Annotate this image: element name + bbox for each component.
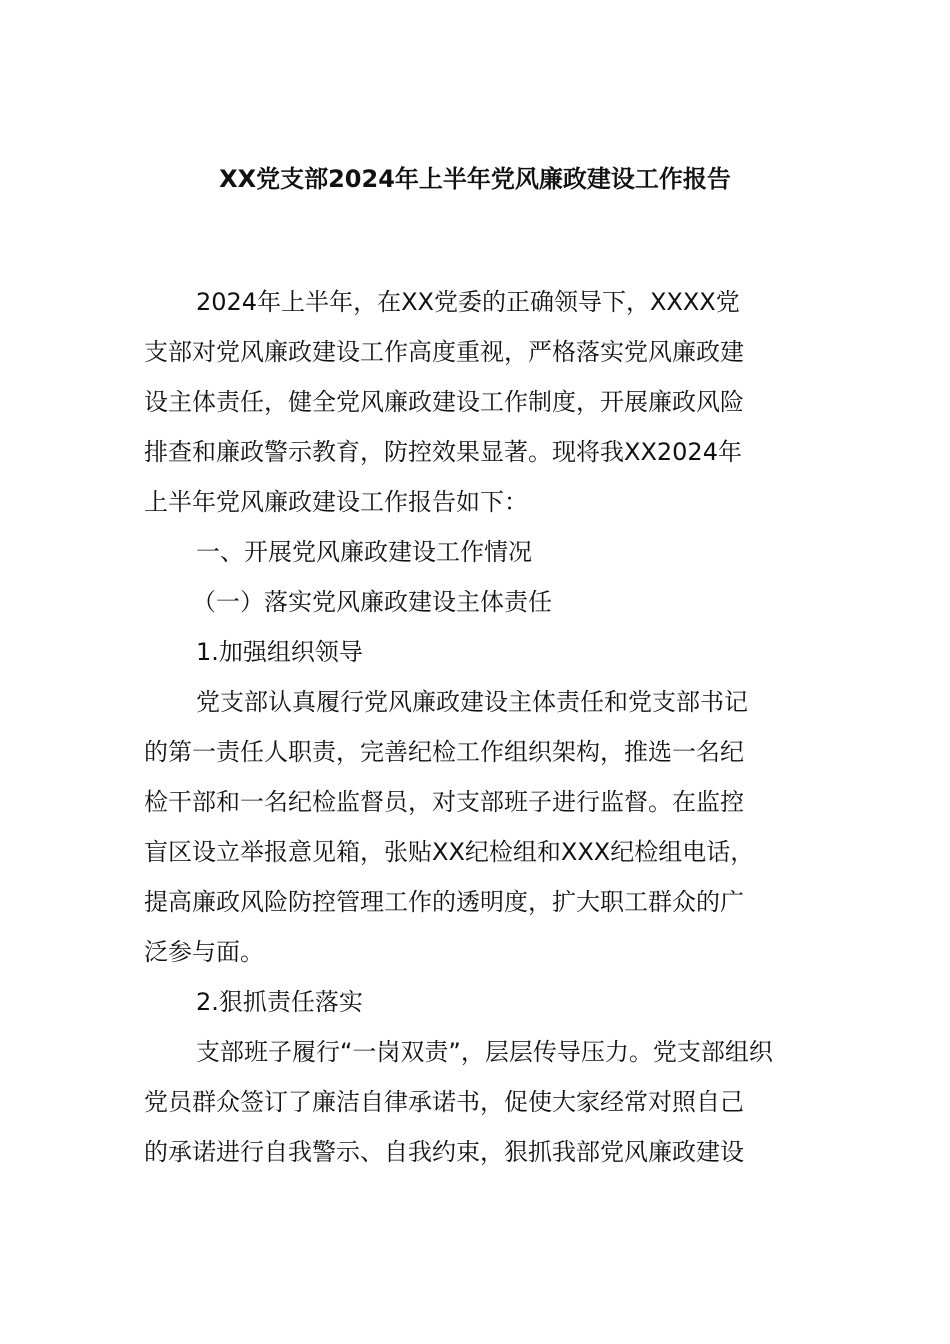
subsection-heading: （一）落实党风廉政建设主体责任 <box>192 588 552 616</box>
item-heading: 2.狠抓责任落实 <box>196 988 363 1016</box>
item-heading: 1.加强组织领导 <box>196 638 363 666</box>
paragraph-line: 上半年党风廉政建设工作报告如下： <box>144 488 528 516</box>
paragraph-line: 设主体责任，健全党风廉政建设工作制度，开展廉政风险 <box>144 388 744 416</box>
document-title: XX党支部2024年上半年党风廉政建设工作报告 <box>219 165 731 193</box>
paragraph-line: 提高廉政风险防控管理工作的透明度，扩大职工群众的广 <box>144 888 744 916</box>
document-body <box>144 277 844 1177</box>
paragraph-line: 的第一责任人职责，完善纪检工作组织架构，推选一名纪 <box>144 738 744 766</box>
paragraph-line: 2024年上半年，在XX党委的正确领导下，XXXX党 <box>196 288 740 316</box>
paragraph-line: 排查和廉政警示教育，防控效果显著。现将我XX2024年 <box>144 438 742 466</box>
paragraph-line: 的承诺进行自我警示、自我约束，狠抓我部党风廉政建设 <box>144 1138 744 1166</box>
paragraph-line: 检干部和一名纪检监督员，对支部班子进行监督。在监控 <box>144 788 744 816</box>
paragraph-line: 党员群众签订了廉洁自律承诺书，促使大家经常对照自己 <box>144 1088 744 1116</box>
paragraph-line: 泛参与面。 <box>144 938 264 966</box>
paragraph-line: 支部班子履行“一岗双责”，层层传导压力。党支部组织 <box>196 1038 773 1066</box>
paragraph-line: 盲区设立举报意见箱，张贴XX纪检组和XXX纪检组电话， <box>144 838 755 866</box>
section-heading: 一、开展党风廉政建设工作情况 <box>196 538 532 566</box>
paragraph-line: 支部对党风廉政建设工作高度重视，严格落实党风廉政建 <box>144 338 744 366</box>
paragraph-line: 党支部认真履行党风廉政建设主体责任和党支部书记 <box>196 688 748 716</box>
